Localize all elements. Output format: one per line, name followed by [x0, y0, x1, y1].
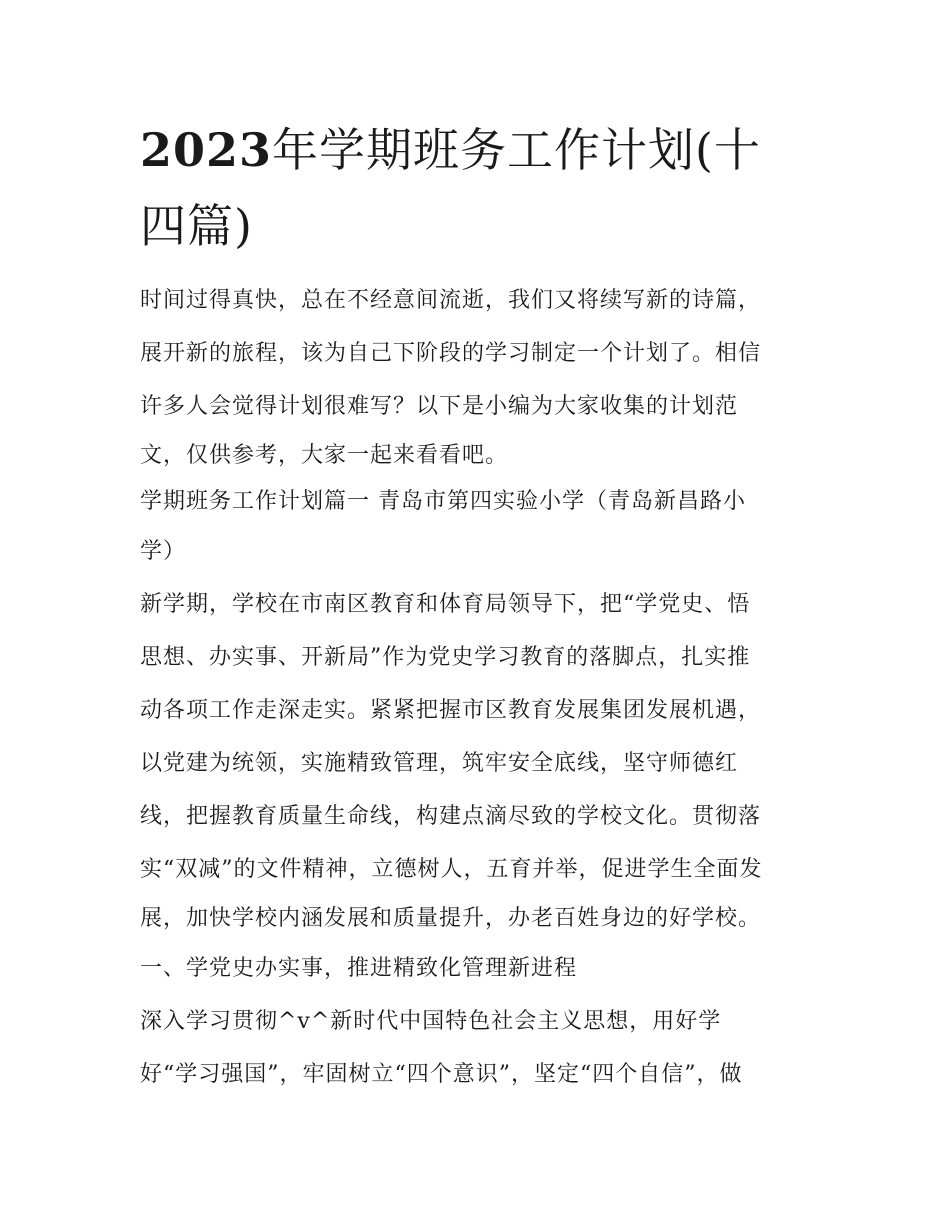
body-line: 实“双减”的文件精神，立德树人，五育并举，促进学生全面发 — [140, 857, 763, 882]
body-line: 以党建为统领，实施精致管理，筑牢安全底线，坚守师德红 — [140, 751, 739, 776]
body-line: 深入学习贯彻^v^新时代中国特色社会主义思想，用好学 — [140, 1009, 722, 1034]
body-line: 一、学党史办实事，推进精致化管理新进程 — [140, 956, 578, 981]
title-line-2: 四篇) — [140, 199, 253, 253]
body-line: 许多人会觉得计划很难写？以下是小编为大家收集的计划范 — [140, 394, 739, 419]
body-line: 学） — [140, 539, 187, 564]
body-line: 动各项工作走深走实。紧紧把握市区教育发展集团发展机遇， — [140, 698, 762, 723]
document-body — [140, 274, 820, 1101]
body-line: 新学期，学校在市南区教育和体育局领导下，把“学党史、悟 — [140, 592, 751, 617]
body-line: 文，仅供参考，大家一起来看看吧。 — [140, 443, 509, 468]
body-line: 展开新的旅程，该为自己下阶段的学习制定一个计划了。相信 — [140, 341, 762, 366]
document-title — [140, 112, 820, 264]
body-line: 思想、办实事、开新局”作为党史学习教育的落脚点，扎实推 — [140, 645, 751, 670]
body-line: 线，把握教育质量生命线，构建点滴尽致的学校文化。贯彻落 — [140, 804, 762, 829]
body-line: 时间过得真快，总在不经意间流逝，我们又将续写新的诗篇， — [140, 288, 762, 313]
body-line: 学期班务工作计划篇一 青岛市第四实验小学（青岛新昌路小 — [140, 489, 746, 514]
title-text: 年学期班务工作计划(十 — [272, 123, 761, 177]
title-year: 2023 — [140, 123, 273, 177]
body-line: 展，加快学校内涵发展和质量提升，办老百姓身边的好学校。 — [140, 906, 762, 931]
title-line-1 — [140, 112, 820, 188]
body-line: 好“学习强国”，牢固树立“四个意识”，坚定“四个自信”，做 — [140, 1062, 743, 1087]
